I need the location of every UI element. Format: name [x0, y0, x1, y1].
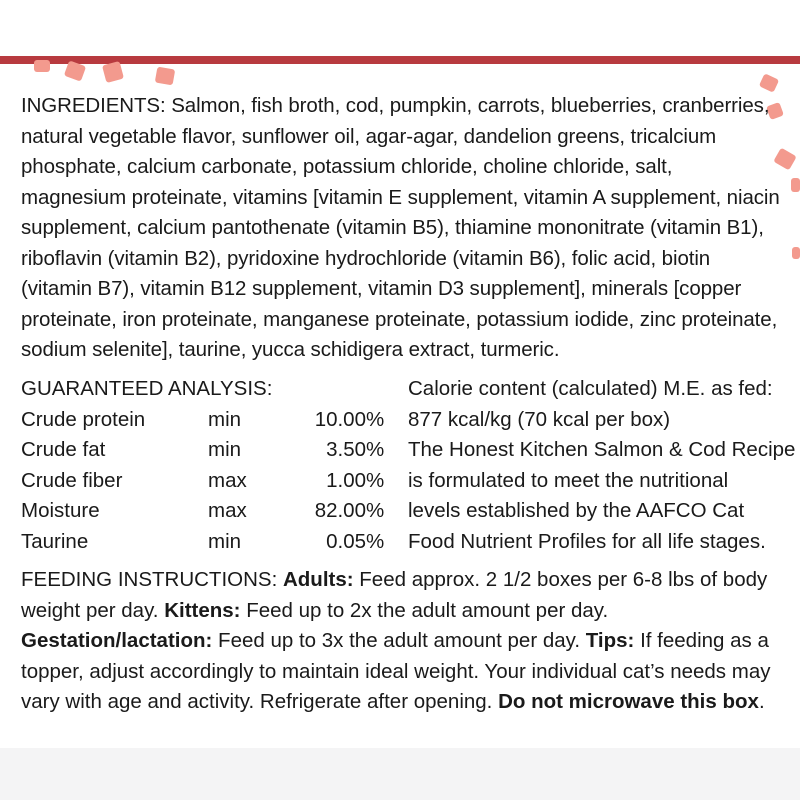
analysis-row	[21, 496, 391, 527]
analysis-row	[21, 466, 391, 497]
ingredients-paragraph	[21, 91, 781, 366]
analysis-unit: %	[366, 438, 385, 461]
analysis-nutrient: Crude fiber	[21, 468, 123, 492]
ingredients-section	[21, 91, 781, 366]
analysis-nutrient: Crude protein	[21, 407, 146, 431]
aafco-line: The Honest Kitchen Salmon & Cod Recipe	[408, 438, 796, 461]
ingredients-list: Salmon, fish broth, cod, pumpkin, carrots, blueberries, cranberries, natural vegetable flavor, sunflower oil, agar-agar, dandelion greens, tricalcium phosphate, calcium carbonate, potassium chloride, choline chloride, salt, magnesium proteinate, vitamins [vitamin E supplement, vitamin A supplement, niacin supplement, calcium pantothenate (vitamin B5), thiamine mononitrate (vitamin B1), riboflavin (vitamin B2), pyridoxine hydrochloride (vitamin B6), folic acid, biotin (vitamin B7), vitamin B12 supplement, vitamin D3 supplement], minerals [copper proteinate, iron proteinate, manganese proteinate, potassium iodide, zinc proteinate, sodium selenite], taurine, yucca schidigera extract, turmeric.	[21, 94, 780, 361]
kittens-text: Feed up to 2x the adult amount per day.	[240, 598, 609, 622]
analysis-qualifier: min	[208, 438, 242, 461]
analysis-value: 82.00	[314, 499, 366, 522]
analysis-value: 3.50	[326, 438, 366, 461]
analysis-heading-row	[21, 374, 391, 405]
ingredients-heading: INGREDIENTS:	[21, 94, 166, 117]
analysis-nutrient: Taurine	[21, 529, 89, 553]
analysis-row	[21, 405, 391, 436]
analysis-value: 1.00	[326, 468, 366, 492]
analysis-unit: %	[366, 407, 385, 431]
analysis-qualifier: max	[208, 468, 247, 492]
adults-text: Feed approx. 2 1/2 boxes per 6-8 lbs of body weight per day.	[21, 568, 768, 622]
analysis-row	[21, 527, 391, 558]
adults-label: Adults:	[282, 568, 354, 591]
tips-text: If feeding as a topper, adjust accordingly to maintain ideal weight. Your individual cat’s needs may vary with age and activity. Refrigerate after opening.	[21, 629, 771, 713]
analysis-unit: %	[366, 499, 385, 522]
feeding-paragraph	[21, 565, 791, 718]
feeding-end: .	[758, 690, 765, 713]
analysis-nutrient: Moisture	[21, 499, 100, 522]
analysis-unit: %	[366, 529, 385, 553]
confetti-decoration	[34, 60, 50, 72]
feeding-instructions-section	[21, 565, 791, 718]
feeding-heading: FEEDING INSTRUCTIONS:	[21, 568, 278, 591]
analysis-qualifier: min	[208, 529, 242, 553]
kittens-label: Kittens:	[164, 598, 241, 622]
analysis-heading: GUARANTEED ANALYSIS:	[21, 377, 273, 400]
tips-label: Tips:	[585, 629, 635, 652]
analysis-qualifier: max	[208, 499, 247, 522]
analysis-nutrient: Crude fat	[21, 438, 106, 461]
aafco-line: is formulated to meet the nutritional	[408, 468, 729, 492]
analysis-qualifier: min	[208, 407, 242, 431]
gestation-label: Gestation/lactation:	[21, 629, 213, 652]
confetti-decoration	[791, 178, 800, 192]
bottom-shade	[0, 748, 800, 800]
calorie-statement	[408, 374, 796, 557]
analysis-unit: %	[366, 468, 385, 492]
analysis-table	[21, 374, 391, 557]
gestation-text: Feed up to 3x the adult amount per day.	[212, 629, 586, 652]
confetti-decoration	[792, 247, 800, 259]
microwave-warning: Do not microwave this box	[498, 690, 759, 713]
confetti-decoration	[155, 67, 176, 86]
calorie-line: 877 kcal/kg (70 kcal per box)	[408, 407, 671, 431]
guaranteed-analysis-section	[21, 374, 796, 554]
analysis-value: 0.05	[326, 529, 366, 553]
aafco-line: Food Nutrient Profiles for all life stages.	[408, 529, 766, 553]
analysis-value: 10.00	[314, 407, 366, 431]
aafco-line: levels established by the AAFCO Cat	[408, 499, 745, 522]
calorie-line: Calorie content (calculated) M.E. as fed:	[408, 377, 773, 400]
analysis-row	[21, 435, 391, 466]
